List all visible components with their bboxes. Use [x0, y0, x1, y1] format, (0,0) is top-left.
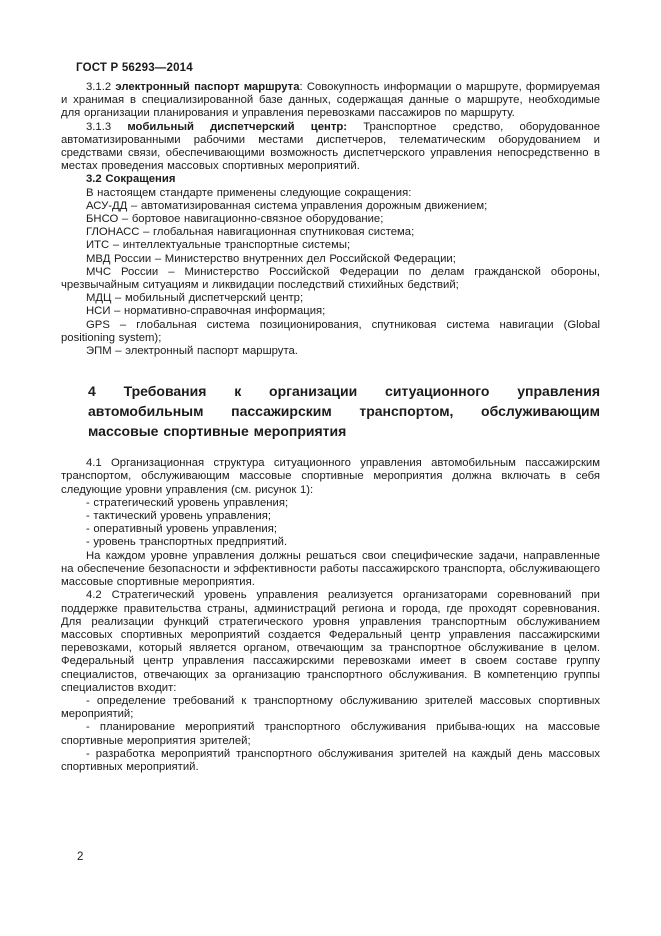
paragraph: [61, 345, 600, 358]
paragraph: [61, 721, 600, 747]
paragraph: [61, 589, 600, 695]
text-segment: 4.1 Организационная структура ситуационного управления автомобильным пассажирским транспортом, обслуживающим массовые спортивные мероприятия должна включать в себя следующие уровни управления (см. рисунок 1):: [61, 457, 600, 496]
text-segment: - уровень транспортных предприятий.: [86, 536, 288, 549]
text-segment: МЧС России – Министерство Российской Федерации по делам гражданской обороны, чрезвычайным ситуациям и ликвидации последствий стихийных бедствий;: [61, 265, 600, 292]
paragraph: [61, 226, 600, 239]
text-segment: В настоящем стандарте применены следующие сокращения:: [86, 186, 412, 199]
paragraph: [61, 510, 600, 523]
text-segment: ЭПМ – электронный паспорт маршрута.: [86, 345, 298, 358]
paragraph: [61, 523, 600, 536]
paragraph: [61, 253, 600, 266]
paragraph: [61, 695, 600, 721]
text-segment: - тактический уровень управления;: [86, 510, 272, 523]
paragraph: [61, 173, 600, 186]
paragraph: [61, 748, 600, 774]
text-segment: На каждом уровне управления должны решаться свои специфические задачи, направленные на обеспечение безопасности и эффективности работы пассажирского транспорта, обслуживающего массовые спортивные мероприятия.: [61, 549, 600, 589]
text-segment: 4.2 Стратегический уровень управления реализуется организаторами соревнований при поддержке правительства страны, администраций региона и города, где проходят соревнования. Для реализации функций стратегического уровня управления транспортным обслуживанием массовых спортивных мероприятий создается Федеральный центр управления пассажирскими перевозками, который является органом, отвечающим за транспортное обслуживание в целом. Федеральный центр управления пассажирскими перевозками имеет в своем составе группу специалистов, отвечающих за организацию транспортного обслуживания. В компетенцию группы специалистов входит:: [61, 589, 600, 694]
text-segment: 3.1.2: [86, 81, 116, 93]
text-segment: ГЛОНАСС – глобальная навигационная спутниковая система;: [86, 226, 415, 239]
text-segment: - стратегический уровень управления;: [86, 496, 289, 509]
paragraph: [61, 550, 600, 590]
paragraph: [61, 319, 600, 345]
paragraph: [61, 213, 600, 226]
text-segment: МДЦ – мобильный диспетчерский центр;: [86, 292, 304, 305]
text-segment: - планирование мероприятий транспортного обслуживания прибыва-ющих на массовые спортивные мероприятия зрителей;: [61, 721, 600, 747]
text-segment: ИТС – интеллектуальные транспортные системы;: [86, 239, 351, 252]
paragraph: [61, 121, 600, 174]
text-segment: - оперативный уровень управления;: [86, 523, 277, 536]
document-header: ГОСТ Р 56293—2014: [76, 62, 193, 74]
paragraph: [61, 497, 600, 510]
section-heading: [88, 381, 600, 441]
bold-text-segment: 3.2 Сокращения: [86, 173, 176, 186]
text-segment: - разработка мероприятий транспортного обслуживания зрителей на каждый день массовых спортивных мероприятий.: [61, 747, 600, 773]
text-segment: 3.1.3: [86, 120, 128, 133]
text-segment: GPS – глобальная система позиционирования, спутниковая система навигации (Global positioning system);: [61, 318, 600, 344]
paragraph: [61, 266, 600, 292]
text-segment: МВД России – Министерство внутренних дел Российской Федерации;: [86, 252, 456, 265]
text-segment: Транспортное средство, оборудованное автоматизированными рабочими местами диспетчеров, телематическим оборудованием и средствами связи, обеспечивающими возможность диспетчерского управления непосредственно в местах проведения массовых спортивных мероприятий.: [61, 120, 600, 173]
page-number: 2: [77, 851, 84, 863]
bold-text-segment: мобильный диспетчерский центр:: [127, 120, 348, 133]
text-segment: : Совокупность информации о маршруте, формируемая и хранимая в специализированной базе данных, содержащая данные о маршруте, необходимые для организации планирования и управления перевозками пассажиров по маршруту.: [61, 81, 600, 120]
text-segment: АСУ-ДД – автоматизированная система управления дорожным движением;: [86, 199, 488, 212]
paragraph: [61, 187, 600, 200]
paragraph: [61, 239, 600, 252]
text-segment: - определение требований к транспортному обслуживанию зрителей массовых спортивных мероприятий;: [61, 694, 600, 721]
paragraph: [61, 305, 600, 318]
text-segment: НСИ – нормативно-справочная информация;: [86, 305, 326, 318]
bold-text-segment: электронный паспорт маршрута: [115, 81, 300, 93]
paragraph: [61, 81, 600, 121]
paragraph: [61, 457, 600, 497]
text-segment: БНСО – бортовое навигационно-связное оборудование;: [86, 213, 384, 226]
bold-text-segment: 4 Требования к организации ситуационного управления автомобильным пассажирским транспортом, обслуживающим массовые спортивные мероприятия: [88, 383, 600, 440]
paragraph: [61, 292, 600, 305]
document-body: [61, 81, 600, 774]
paragraph: [61, 536, 600, 549]
paragraph: [61, 200, 600, 213]
